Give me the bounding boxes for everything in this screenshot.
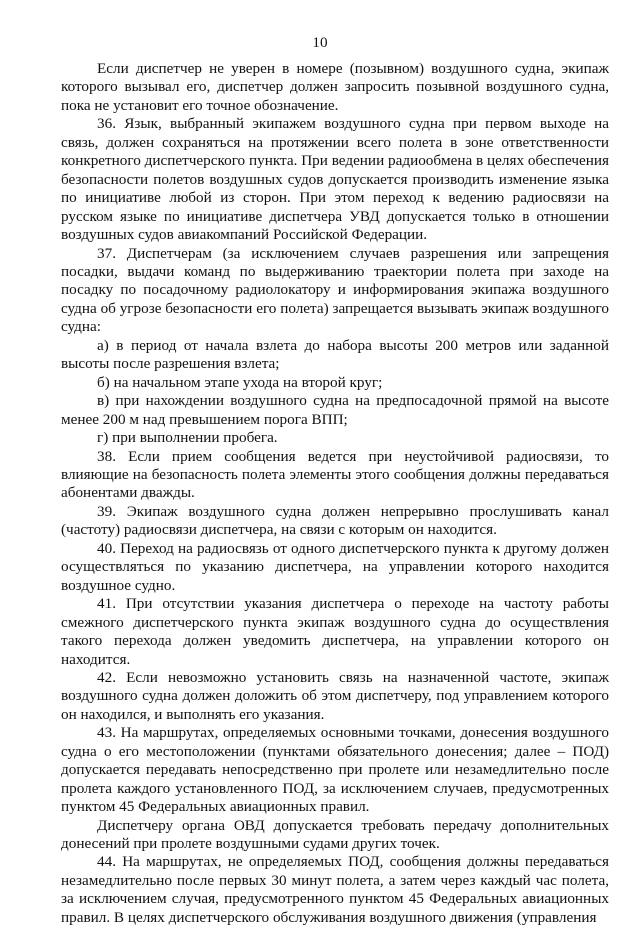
paragraph: 42. Если невозможно установить связь на назначенной частоте, экипаж воздушного судна должен доложить об этом диспетчеру, под управлением которого он находился, и выполнять его указания. — [61, 668, 609, 723]
paragraph: 37. Диспетчерам (за исключением случаев разрешения или запрещения посадки, выдачи команд по выдерживанию траектории полета при заходе на посадку по посадочному радиолокатору и информирования экипажа воздушного судна об угрозе безопасности его полета) запрещается вызывать экипаж воздушного судна: — [61, 244, 609, 336]
paragraph: 43. На маршрутах, определяемых основными точками, донесения воздушного судна о его местоположении (пунктами обязательного донесения; далее – ПОД) допускается передавать непосредственно при пролете или незамедлительно после пролета каждого установленного ПОД, за исключением случаев, предусмотренных пунктом 45 Федеральных авиационных правил. — [61, 724, 609, 816]
paragraph: Если диспетчер не уверен в номере (позывном) воздушного судна, экипаж которого вызывал его, диспетчер должен запросить позывной воздушного судна, пока не установит его точное обозначение. — [61, 60, 609, 114]
list-item: г) при выполнении пробега. — [97, 429, 278, 447]
page-number: 10 — [312, 34, 328, 51]
list-item: в) при нахождении воздушного судна на предпосадочной прямой на высоте менее 200 м над превышением порога ВПП; — [61, 392, 609, 428]
list-item: б) на начальном этапе ухода на второй круг; — [97, 373, 383, 391]
paragraph: 38. Если прием сообщения ведется при неустойчивой радиосвязи, то влияющие на безопасность полета элементы этого сообщения должны передаваться абонентами дважды. — [61, 447, 609, 502]
paragraph: 41. При отсутствии указания диспетчера о переходе на частоту работы смежного диспетчерского пункта экипаж воздушного судна до осуществления такого перехода должен уведомить диспетчера, на управлении которого он находится. — [61, 595, 609, 668]
paragraph: 40. Переход на радиосвязь от одного диспетчерского пункта к другому должен осуществляться по указанию диспетчера, на управлении которого находится воздушное судно. — [61, 539, 609, 594]
paragraph: 36. Язык, выбранный экипажем воздушного судна при первом выходе на связь, должен сохраняться на протяжении всего полета в зоне ответственности конкретного диспетчерского пункта. При ведении радиообмена в целях обеспечения безопасности полетов воздушных судов допускается производить изменение языка по инициативе любой из сторон. При этом переход к ведению радиосвязи на русском языке по инициативе диспетчера УВД допускается только в отношении воздушных судов авиакомпаний Российской Федерации. — [61, 115, 609, 244]
paragraph: 39. Экипаж воздушного судна должен непрерывно прослушивать канал (частоту) радиосвязи диспетчера, на связи с которым он находится. — [61, 502, 609, 539]
paragraph: Диспетчеру органа ОВД допускается требовать передачу дополнительных донесений при пролете воздушными судами других точек. — [61, 816, 609, 853]
body-text — [61, 60, 609, 927]
paragraph: 44. На маршрутах, не определяемых ПОД, сообщения должны передаваться незамедлительно после первых 30 минут полета, а затем через каждый час полета, за исключением случая, предусмотренного пунктом 45 Федеральных авиационных правил. В целях диспетчерского обслуживания воздушного движения (управления — [61, 853, 609, 926]
list-item: а) в период от начала взлета до набора высоты 200 метров или заданной высоты после разрешения взлета; — [61, 336, 609, 373]
